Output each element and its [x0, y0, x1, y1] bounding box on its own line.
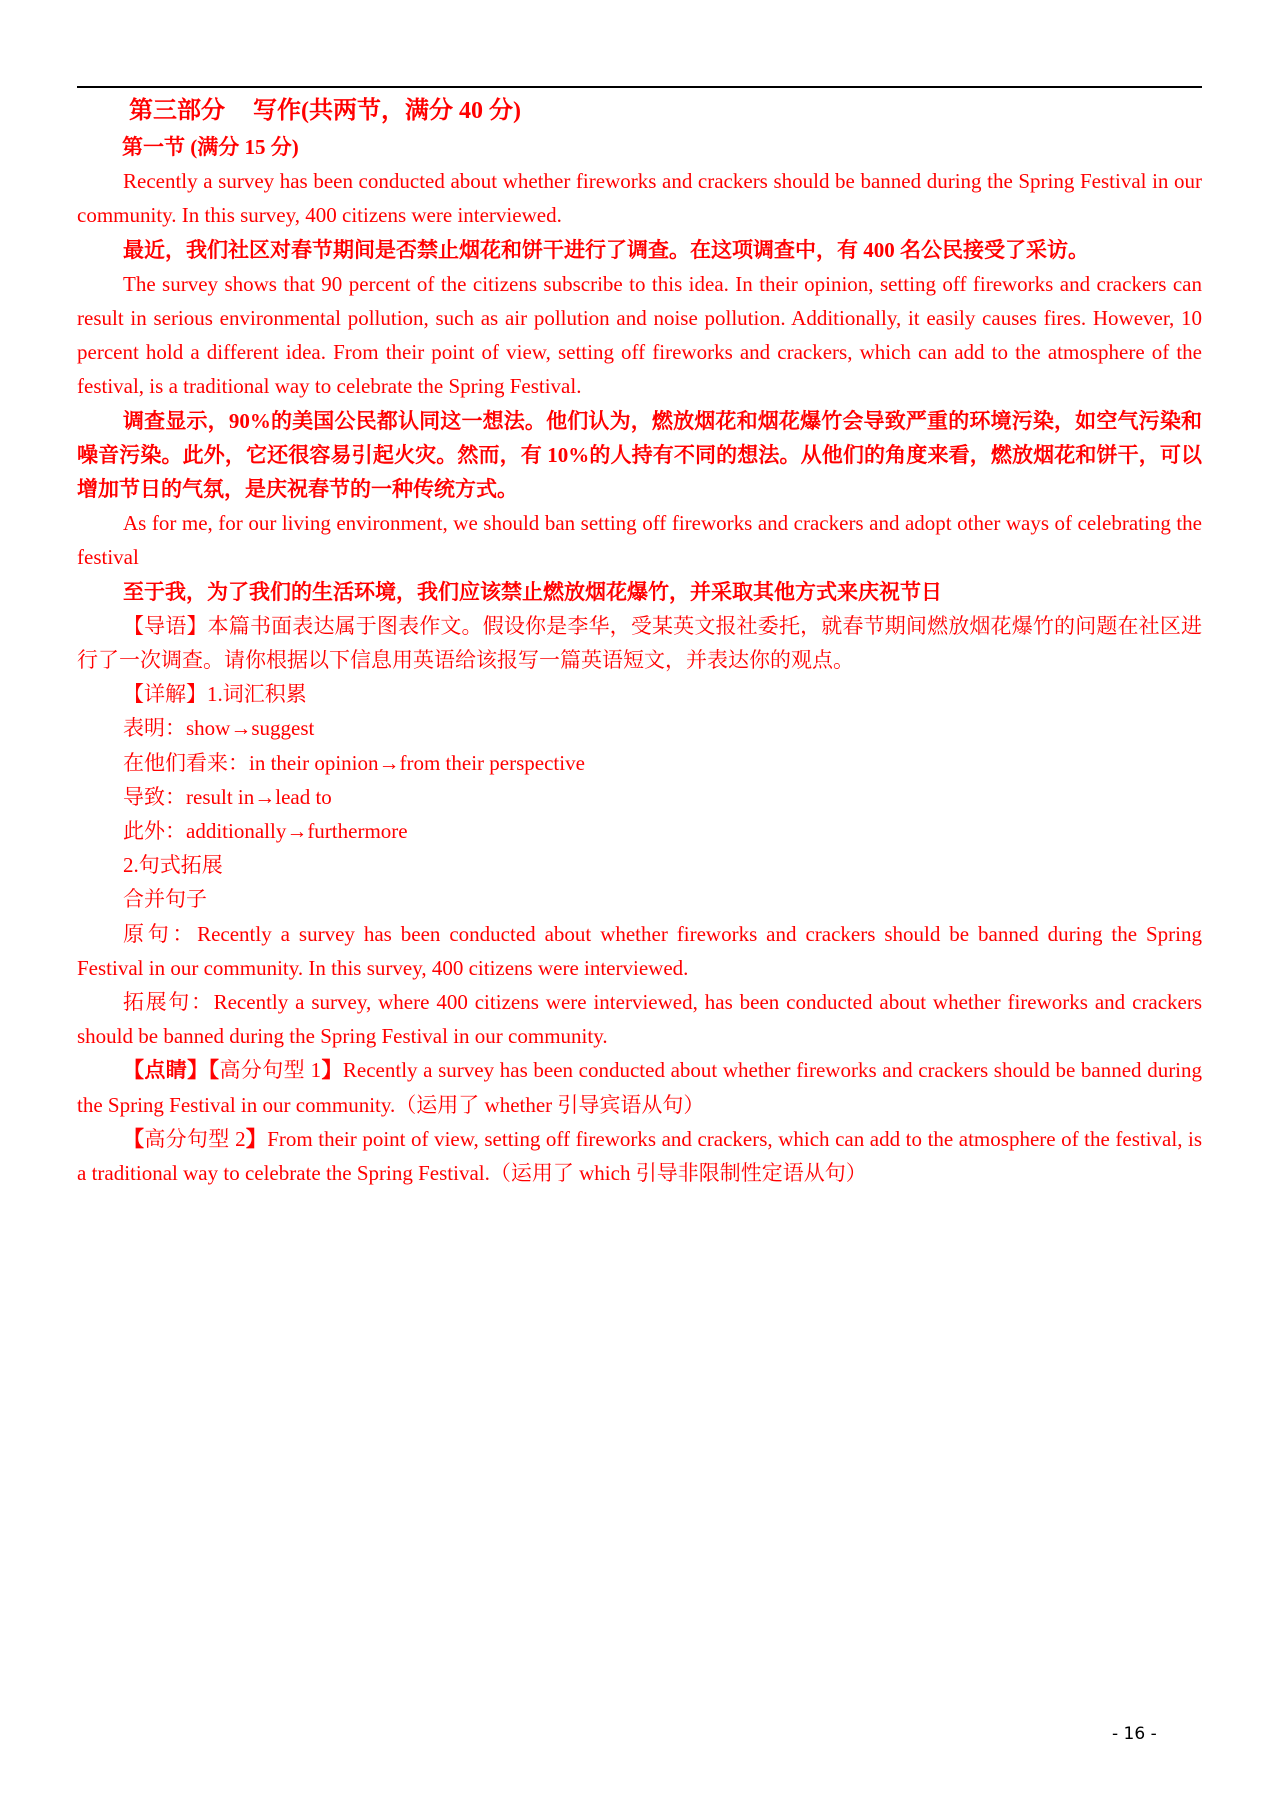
- h2-close-bracket: 】: [245, 1126, 268, 1151]
- detail-tag: 【详解】: [123, 682, 207, 707]
- highlight-2: [77, 1122, 1202, 1190]
- highlight-tag: 【点睛】: [123, 1058, 209, 1083]
- vocab-item: 导致：result in→lead to: [123, 784, 332, 809]
- h2-open-bracket: 【: [123, 1126, 145, 1151]
- passage-p3-en: As for me, for our living environment, we should ban setting off fireworks and crackers and adopt other ways of celebrating the festival: [77, 511, 1202, 570]
- h1-open-bracket: 【: [208, 1058, 220, 1083]
- h2-text: From their point of view, setting off fireworks and crackers, which can add to the atmosphere of the festival, is a traditional way to celebrate the Spring Festival.（运用了 which 引导非限制性定语从句）: [77, 1126, 1203, 1186]
- passage-p2-cn: 调查显示，90%的美国公民都认同这一想法。他们认为，燃放烟花和烟花爆竹会导致严重的环境污染，如空气污染和噪音污染。此外，它还很容易引起火灾。然而，有 10%的人持有不同的想法。从他们的角度来看，燃放烟花和饼干，可以增加节日的气氛，是庆祝春节的一种传统方式。: [77, 408, 1202, 502]
- pattern-heading: 2.句式拓展: [123, 853, 223, 878]
- original-sentence: [77, 917, 1202, 985]
- detail-heading: [77, 677, 1202, 711]
- part-label: 第三部分: [129, 98, 225, 124]
- detail-title: 1.词汇积累: [207, 682, 307, 707]
- expanded-label: 拓展句：: [123, 990, 214, 1015]
- content-area: [77, 92, 1202, 1190]
- section-heading: 第一节 (满分 15 分): [122, 135, 299, 159]
- guide-tag: 【导语】: [123, 613, 208, 638]
- expanded-sentence: [77, 985, 1202, 1053]
- expanded-text: Recently a survey, where 400 citizens were interviewed, has been conducted about whether fireworks and crackers should be banned during the Spring Festival in our community.: [77, 990, 1203, 1049]
- passage-p2-en: The survey shows that 90 percent of the citizens subscribe to this idea. In their opinion, setting off fireworks and crackers can result in serious environmental pollution, such as air pollution and noise pollution. Additionally, it easily causes fires. However, 10 percent hold a different idea. From their point of view, setting off fireworks and crackers, which can add to the atmosphere of the festival, is a traditional way to celebrate the Spring Festival.: [77, 271, 1202, 399]
- guide-paragraph: [77, 609, 1202, 677]
- vocab-item: 此外：additionally→furthermore: [123, 819, 408, 844]
- passage-p1-cn: 最近，我们社区对春节期间是否禁止烟花和饼干进行了调查。在这项调查中，有 400 名公民接受了采访。: [123, 237, 1089, 262]
- page-number: - 16 -: [1112, 1724, 1157, 1744]
- h1-text: Recently a survey has been conducted about whether fireworks and crackers should be banned during the Spring Festival in our community.（运用了 whether 引导宾语从句）: [77, 1058, 1203, 1117]
- combine-heading: 合并句子: [123, 887, 207, 912]
- passage-p3-cn: 至于我，为了我们的生活环境，我们应该禁止燃放烟花爆竹，并采取其他方式来庆祝节日: [123, 579, 942, 604]
- original-label: 原句：: [123, 921, 198, 946]
- passage-p1-en: Recently a survey has been conducted about whether fireworks and crackers should be banned during the Spring Festival in our community. In this survey, 400 citizens were interviewed.: [77, 169, 1202, 228]
- highlight-1: [77, 1053, 1202, 1121]
- guide-text: 本篇书面表达属于图表作文。假设你是李华，受某英文报社委托，就春节期间燃放烟花爆竹的问题在社区进行了一次调查。请你根据以下信息用英语给该报写一篇英语短文，并表达你的观点。: [77, 613, 1202, 673]
- h2-label: 高分句型 2: [144, 1126, 246, 1151]
- h1-label: 高分句型 1: [219, 1058, 322, 1083]
- header-rule: [77, 86, 1202, 88]
- vocab-item: 表明：show→suggest: [123, 716, 315, 741]
- part-title: 写作(共两节，满分 40 分): [253, 98, 521, 124]
- vocab-item: 在他们看来：in their opinion→from their perspective: [123, 750, 585, 775]
- original-text: Recently a survey has been conducted about whether fireworks and crackers should be banned during the Spring Festival in our community. In this survey, 400 citizens were interviewed.: [77, 921, 1202, 980]
- h1-close-bracket: 】: [321, 1058, 343, 1083]
- part-heading: [77, 92, 1202, 130]
